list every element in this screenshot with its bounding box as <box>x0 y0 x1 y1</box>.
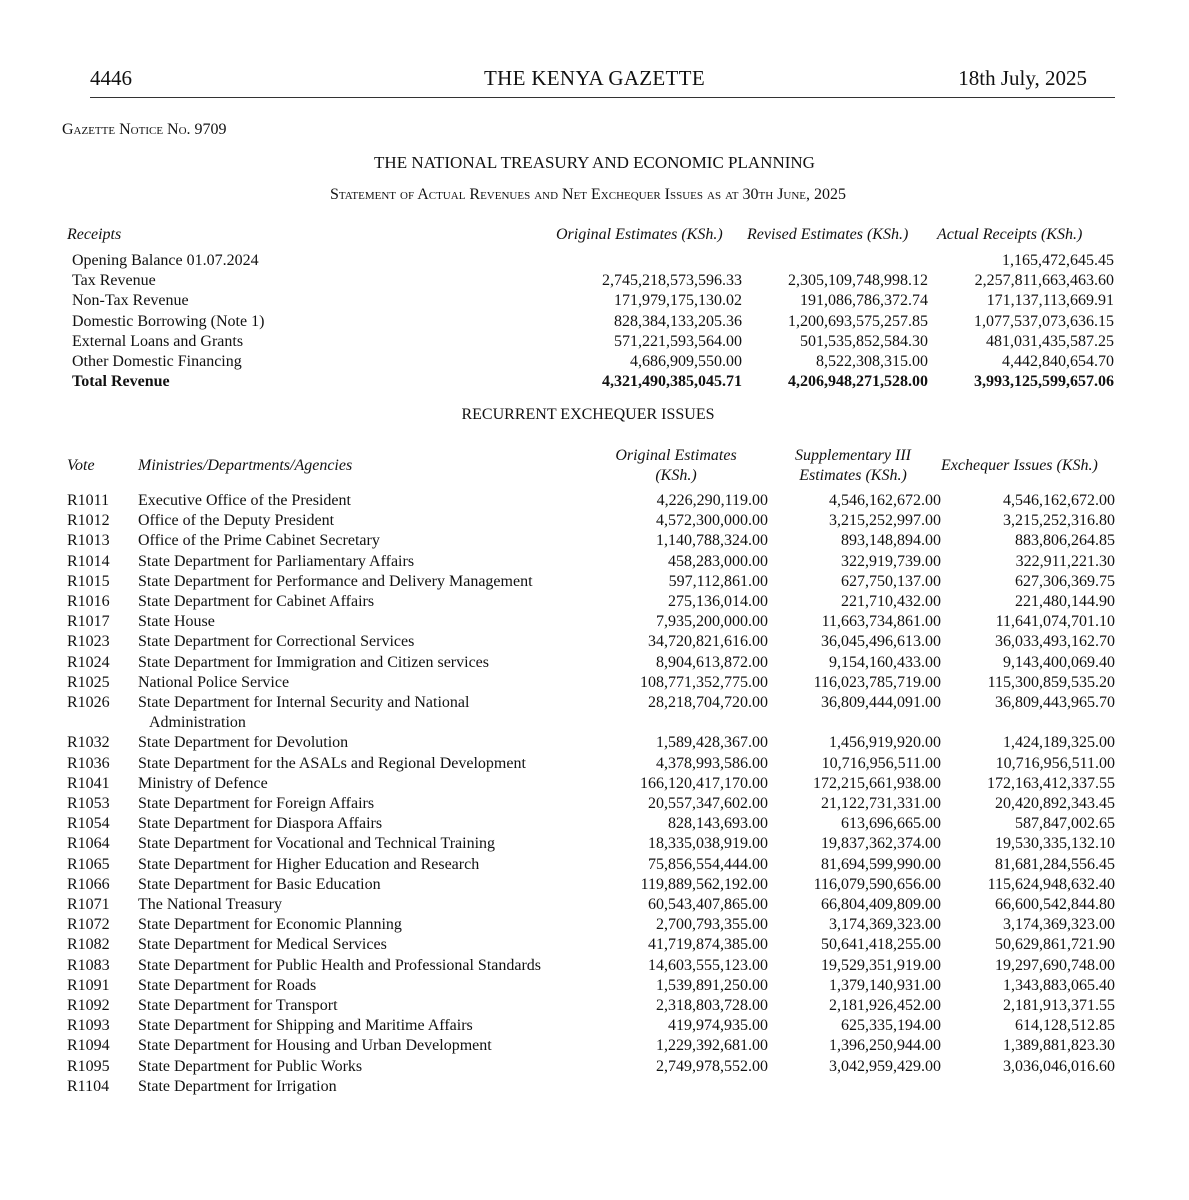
ministry-name: State Department for Vocational and Technical Training <box>138 835 496 853</box>
receipt-revised: 4,206,948,271,528.00 <box>788 373 928 391</box>
original-estimate: 166,120,417,170.00 <box>640 774 768 792</box>
receipt-original: 2,745,218,573,596.33 <box>602 272 742 290</box>
supplementary-estimate: 627,750,137.00 <box>841 572 941 590</box>
receipt-revised: 2,305,109,748,998.12 <box>788 272 928 290</box>
exchequer-issue: 322,911,221.30 <box>1015 552 1115 570</box>
ministry-name: The National Treasury <box>138 896 282 913</box>
supplementary-estimate: 116,079,590,656.00 <box>813 875 941 893</box>
exchequer-issue: 1,424,189,325.00 <box>1003 734 1115 752</box>
original-estimate: 4,572,300,000.00 <box>656 512 768 530</box>
vote-code: R1072 <box>67 916 110 934</box>
exchequer-issue: 10,716,956,511.00 <box>995 754 1115 772</box>
supplementary-estimate: 613,696,665.00 <box>841 815 941 833</box>
original-estimate: 108,771,352,775.00 <box>640 673 768 691</box>
vote-code: R1025 <box>67 673 110 691</box>
ministry-name: State Department for Transport <box>138 997 338 1014</box>
receipt-label: Domestic Borrowing (Note 1) <box>72 312 265 330</box>
supplementary-estimate: 81,694,599,990.00 <box>821 855 941 873</box>
original-estimate: 2,700,793,355.00 <box>656 916 768 934</box>
ministry-title: THE NATIONAL TREASURY AND ECONOMIC PLANNING <box>374 153 815 172</box>
receipt-label: Total Revenue <box>72 373 170 391</box>
supplementary-header: Supplementary III <box>795 447 911 464</box>
receipt-actual: 3,993,125,599,657.06 <box>974 373 1114 391</box>
receipt-actual: 1,077,537,073,636.15 <box>974 312 1114 330</box>
supplementary-estimate: 3,042,959,429.00 <box>829 1057 941 1075</box>
exchequer-issue: 50,629,861,721.90 <box>995 936 1115 954</box>
supplementary-unit: Estimates (KSh.) <box>799 467 907 484</box>
original-estimate: 18,335,038,919.00 <box>648 835 768 853</box>
exchequer-issue: 20,420,892,343.45 <box>995 795 1115 812</box>
vote-code: R1064 <box>67 835 110 853</box>
exchequer-issue: 19,297,690,748.00 <box>995 956 1115 974</box>
supplementary-estimate: 893,148,894.00 <box>841 532 941 550</box>
exchequer-issue: 3,215,252,316.80 <box>1003 512 1115 530</box>
ministry-name: State Department for the ASALs and Regional Development <box>138 754 526 772</box>
receipt-actual: 481,031,435,587.25 <box>986 332 1114 350</box>
ministry-name: State Department for Diaspora Affairs <box>138 815 383 833</box>
receipt-original: 571,221,593,564.00 <box>614 332 742 350</box>
original-estimate: 2,318,803,728.00 <box>656 997 768 1014</box>
receipt-actual: 1,165,472,645.45 <box>1002 252 1114 269</box>
supplementary-estimate: 116,023,785,719.00 <box>813 673 941 691</box>
supplementary-estimate: 50,641,418,255.00 <box>821 936 941 954</box>
original-estimate: 60,543,407,865.00 <box>648 896 768 913</box>
original-estimate: 7,935,200,000.00 <box>656 613 768 631</box>
original-estimate: 34,720,821,616.00 <box>648 633 768 651</box>
exchequer-issue: 9,143,400,069.40 <box>1003 653 1115 671</box>
vote-code: R1082 <box>67 936 110 954</box>
vote-code: R1053 <box>67 795 110 812</box>
exchequer-issue: 3,036,046,016.60 <box>1003 1057 1115 1075</box>
ministry-name: State Department for Devolution <box>138 734 349 752</box>
ministry-name: State Department for Economic Planning <box>138 916 402 934</box>
receipt-label: Other Domestic Financing <box>72 353 242 370</box>
supplementary-estimate: 1,379,140,931.00 <box>829 976 941 994</box>
exchequer-issue: 221,480,144.90 <box>1015 593 1115 610</box>
original-estimates-header: Original Estimates <box>615 447 737 464</box>
supplementary-estimate: 625,335,194.00 <box>841 1017 941 1035</box>
exchequer-issue: 2,181,913,371.55 <box>1003 997 1115 1014</box>
original-estimate: 828,143,693.00 <box>668 815 768 833</box>
ministry-name: State Department for Shipping and Maritime Affairs <box>138 1017 473 1035</box>
ministry-name: Office of the Prime Cabinet Secretary <box>138 532 380 550</box>
receipt-label: Non-Tax Revenue <box>72 292 189 310</box>
exchequer-issue: 4,546,162,672.00 <box>1003 492 1115 509</box>
ministry-name: State Department for Housing and Urban Development <box>138 1037 492 1055</box>
vote-code: R1014 <box>67 552 110 570</box>
vote-code: R1066 <box>67 875 110 893</box>
vote-code: R1095 <box>67 1057 110 1075</box>
exchequer-issue: 172,163,412,337.55 <box>987 774 1115 792</box>
receipt-label: Opening Balance 01.07.2024 <box>72 252 259 269</box>
notice-number: Gazette Notice No. 9709 <box>62 121 227 138</box>
supplementary-estimate: 10,716,956,511.00 <box>821 754 941 772</box>
ministry-name: State Department for Basic Education <box>138 875 381 893</box>
vote-code: R1036 <box>67 754 110 772</box>
exchequer-issue: 3,174,369,323.00 <box>1003 916 1115 934</box>
supplementary-estimate: 3,215,252,997.00 <box>829 512 941 530</box>
vote-code: R1023 <box>67 633 110 651</box>
original-estimate: 458,283,000.00 <box>668 552 768 570</box>
vote-code: R1092 <box>67 997 110 1014</box>
supplementary-estimate: 21,122,731,331.00 <box>821 795 941 812</box>
ministry-name: State Department for Cabinet Affairs <box>138 593 375 610</box>
gazette-title: THE KENYA GAZETTE <box>484 66 705 90</box>
ministry-name: State Department for Public Health and Professional Standards <box>138 956 542 974</box>
receipt-revised: 191,086,786,372.74 <box>800 292 928 310</box>
receipts-actual-header: Actual Receipts (KSh.) <box>937 226 1083 243</box>
exchequer-issue: 115,300,859,535.20 <box>987 673 1115 691</box>
receipt-actual: 2,257,811,663,463.60 <box>974 272 1114 290</box>
vote-code: R1041 <box>67 774 110 792</box>
original-estimate: 1,229,392,681.00 <box>656 1037 768 1055</box>
ministry-name: State Department for Internal Security and National <box>138 694 470 711</box>
vote-header: Vote <box>67 457 95 474</box>
original-estimate: 75,856,554,444.00 <box>648 855 768 873</box>
original-estimate: 20,557,347,602.00 <box>648 795 768 812</box>
ministry-name: State House <box>138 613 215 631</box>
header-rule <box>90 97 1115 98</box>
ministry-name: National Police Service <box>138 673 290 691</box>
receipts-original-header: Original Estimates (KSh.) <box>556 226 723 243</box>
receipt-revised: 1,200,693,575,257.85 <box>788 312 928 330</box>
vote-code: R1104 <box>67 1077 110 1095</box>
vote-code: R1054 <box>67 815 110 833</box>
original-estimate: 28,218,704,720.00 <box>648 694 768 711</box>
original-estimate: 275,136,014.00 <box>668 593 768 610</box>
original-estimate: 1,589,428,367.00 <box>656 734 768 752</box>
ministry-name: State Department for Irrigation <box>138 1077 337 1095</box>
ministry-name: Office of the Deputy President <box>138 512 335 530</box>
original-estimate: 597,112,861.00 <box>668 572 768 590</box>
original-estimate: 419,974,935.00 <box>668 1017 768 1035</box>
supplementary-estimate: 9,154,160,433.00 <box>829 653 941 671</box>
exchequer-issue: 36,033,493,162.70 <box>995 633 1115 651</box>
vote-code: R1026 <box>67 694 110 711</box>
vote-code: R1071 <box>67 896 110 913</box>
receipt-original: 4,686,909,550.00 <box>630 353 742 370</box>
supplementary-estimate: 66,804,409,809.00 <box>821 896 941 913</box>
exchequer-issue: 627,306,369.75 <box>1015 572 1115 590</box>
original-estimate: 1,140,788,324.00 <box>656 532 768 550</box>
ministry-name: Ministry of Defence <box>138 774 268 792</box>
ministry-name: State Department for Performance and Delivery Management <box>138 572 533 590</box>
receipt-label: External Loans and Grants <box>72 332 244 350</box>
statement-title: Statement of Actual Revenues and Net Exchequer Issues as at 30th June, 2025 <box>329 186 847 203</box>
exchequer-issue: 115,624,948,632.40 <box>987 875 1115 893</box>
ministry-name: State Department for Roads <box>138 976 317 994</box>
vote-code: R1013 <box>67 532 110 550</box>
ministry-name: State Department for Correctional Services <box>138 633 415 651</box>
recurrent-section-title: RECURRENT EXCHEQUER ISSUES <box>461 406 715 423</box>
vote-code: R1091 <box>67 976 110 994</box>
issue-date: 18th July, 2025 <box>958 66 1087 90</box>
receipt-actual: 4,442,840,654.70 <box>1002 353 1114 370</box>
exchequer-issue: 66,600,542,844.80 <box>995 896 1115 913</box>
ministry-name: State Department for Immigration and Citizen services <box>138 653 489 671</box>
vote-code: R1094 <box>67 1037 110 1055</box>
vote-code: R1083 <box>67 956 110 974</box>
ministry-header: Ministries/Departments/Agencies <box>138 457 353 474</box>
vote-code: R1024 <box>67 653 110 671</box>
exchequer-issue: 1,389,881,823.30 <box>1003 1037 1115 1055</box>
supplementary-estimate: 11,663,734,861.00 <box>821 613 941 631</box>
original-estimate: 1,539,891,250.00 <box>656 976 768 994</box>
ministry-name: State Department for Higher Education and Research <box>138 855 480 873</box>
supplementary-estimate: 19,529,351,919.00 <box>821 956 941 974</box>
supplementary-estimate: 36,809,444,091.00 <box>821 694 941 711</box>
exchequer-issue: 614,128,512.85 <box>1015 1017 1115 1035</box>
ministry-name: Executive Office of the President <box>138 492 351 509</box>
receipt-revised: 8,522,308,315.00 <box>816 353 928 370</box>
receipts-label: Receipts <box>67 226 122 243</box>
exchequer-issue: 883,806,264.85 <box>1015 532 1115 550</box>
vote-code: R1015 <box>67 572 110 590</box>
receipt-revised: 501,535,852,584.30 <box>800 332 928 350</box>
supplementary-estimate: 4,546,162,672.00 <box>829 492 941 509</box>
exchequer-issue: 1,343,883,065.40 <box>1003 976 1115 994</box>
ministry-name: State Department for Public Works <box>138 1057 363 1075</box>
ministry-name: State Department for Medical Services <box>138 936 387 954</box>
vote-code: R1011 <box>67 492 110 509</box>
original-estimates-unit: (KSh.) <box>655 467 697 484</box>
supplementary-estimate: 172,215,661,938.00 <box>813 774 941 792</box>
ministry-name-continuation: Administration <box>149 714 246 732</box>
page-number: 4446 <box>90 66 132 90</box>
vote-code: R1093 <box>67 1017 110 1035</box>
receipts-revised-header: Revised Estimates (KSh.) <box>747 226 909 243</box>
original-estimate: 4,378,993,586.00 <box>656 754 768 772</box>
exchequer-issue: 11,641,074,701.10 <box>995 613 1115 631</box>
vote-code: R1016 <box>67 593 110 610</box>
ministry-name: State Department for Parliamentary Affairs <box>138 552 415 570</box>
vote-code: R1017 <box>67 613 110 631</box>
original-estimate: 14,603,555,123.00 <box>648 956 768 974</box>
supplementary-estimate: 1,396,250,944.00 <box>829 1037 941 1055</box>
original-estimate: 8,904,613,872.00 <box>656 653 768 671</box>
receipt-original: 171,979,175,130.02 <box>614 292 742 310</box>
original-estimate: 41,719,874,385.00 <box>648 936 768 954</box>
supplementary-estimate: 1,456,919,920.00 <box>829 734 941 752</box>
supplementary-estimate: 19,837,362,374.00 <box>821 835 941 853</box>
supplementary-estimate: 221,710,432.00 <box>841 593 941 610</box>
exchequer-issue: 587,847,002.65 <box>1015 815 1115 833</box>
original-estimate: 2,749,978,552.00 <box>656 1057 768 1075</box>
ministry-name: State Department for Foreign Affairs <box>138 795 375 812</box>
receipt-label: Tax Revenue <box>72 272 156 290</box>
exchequer-issue: 19,530,335,132.10 <box>995 835 1115 853</box>
original-estimate: 4,226,290,119.00 <box>656 492 768 509</box>
receipt-original: 828,384,133,205.36 <box>614 312 742 330</box>
supplementary-estimate: 322,919,739.00 <box>841 552 941 570</box>
original-estimate: 119,889,562,192.00 <box>640 875 768 893</box>
exchequer-issues-header: Exchequer Issues (KSh.) <box>941 457 1098 474</box>
vote-code: R1032 <box>67 734 110 752</box>
exchequer-issue: 36,809,443,965.70 <box>995 694 1115 711</box>
vote-code: R1012 <box>67 512 110 530</box>
supplementary-estimate: 2,181,926,452.00 <box>829 997 941 1014</box>
receipt-original: 4,321,490,385,045.71 <box>602 373 742 391</box>
supplementary-estimate: 3,174,369,323.00 <box>829 916 941 934</box>
receipt-actual: 171,137,113,669.91 <box>986 292 1114 310</box>
supplementary-estimate: 36,045,496,613.00 <box>821 633 941 651</box>
exchequer-issue: 81,681,284,556.45 <box>995 855 1115 873</box>
vote-code: R1065 <box>67 855 110 873</box>
